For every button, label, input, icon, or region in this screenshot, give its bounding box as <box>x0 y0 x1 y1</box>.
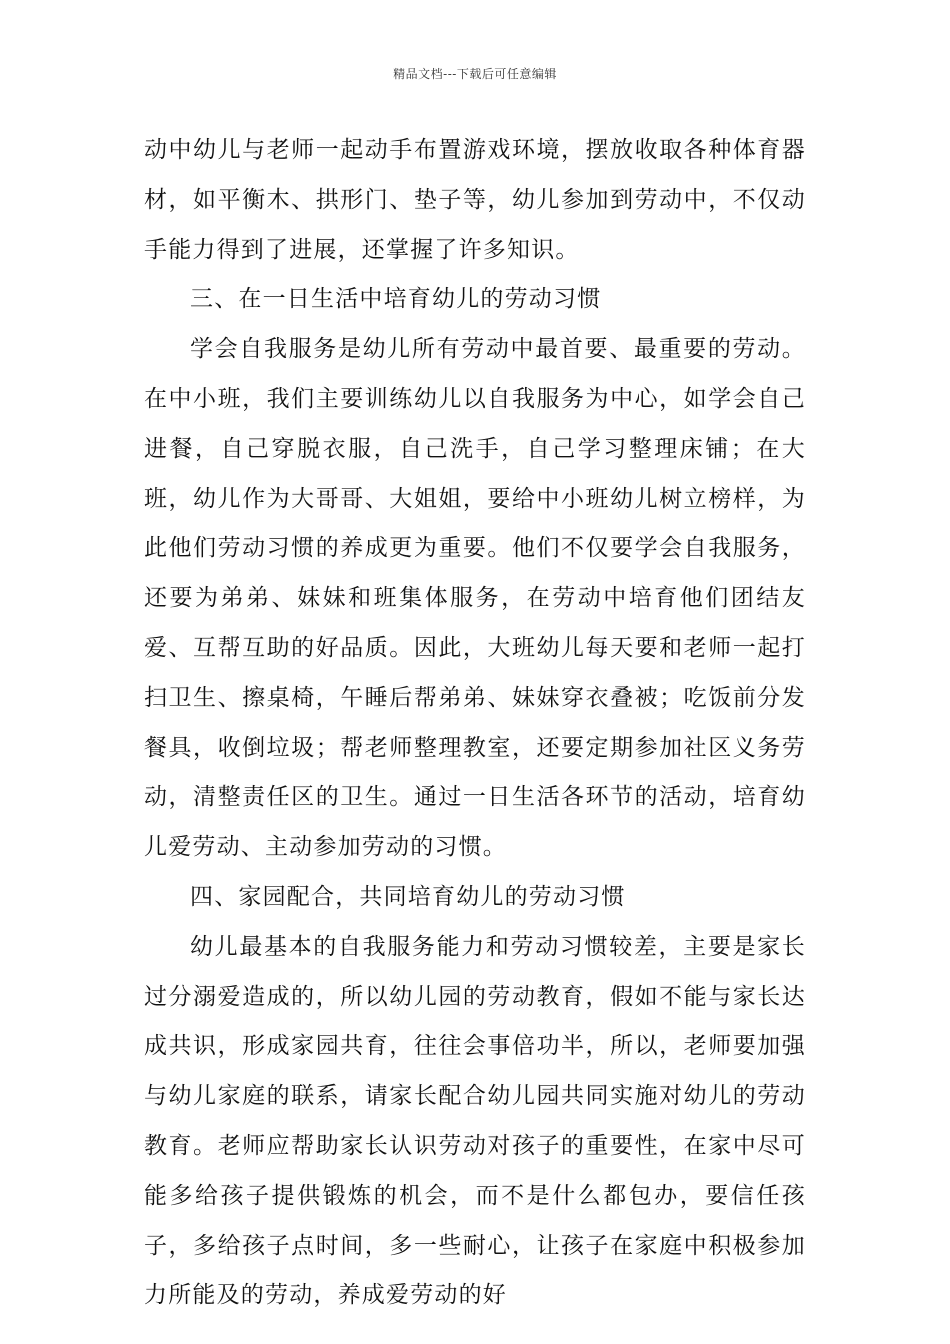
section-heading-three: 三、在一日生活中培育幼儿的劳动习惯 <box>190 286 602 313</box>
paragraph-self-service: 学会自我服务是幼儿所有劳动中最首要、最重要的劳动。在中小班，我们主要训练幼儿以自我服务为中心，如学会自己进餐，自己穿脱衣服，自己洗手，自己学习整理床铺；在大班，幼儿作为大哥哥、大姐姐，要给中小班幼儿树立榜样，为此他们劳动习惯的养成更为重要。他们不仅要学会自我服务，还要为弟弟、妹妹和班集体服务，在劳动中培育他们团结友爱、互帮互助的好品质。因此，大班幼儿每天要和老师一起打扫卫生、擦桌椅，午睡后帮弟弟、妹妹穿衣叠被；吃饭前分发餐具，收倒垃圾；帮老师整理教室，还要定期参加社区义务劳动，清整责任区的卫生。通过一日生活各环节的活动，培育幼儿爱劳动、主动参加劳动的习惯。 <box>144 336 806 861</box>
document-body <box>144 126 806 1321</box>
section-heading-four: 四、家园配合，共同培育幼儿的劳动习惯 <box>190 883 626 910</box>
page-header: 精品文档---下载后可任意编辑 <box>393 67 557 81</box>
paragraph-continuation: 动中幼儿与老师一起动手布置游戏环境，摆放收取各种体育器材，如平衡木、拱形门、垫子等，幼儿参加到劳动中，不仅动手能力得到了进展，还掌握了许多知识。 <box>144 137 806 263</box>
paragraph-home-school: 幼儿最基本的自我服务能力和劳动习惯较差，主要是家长过分溺爱造成的，所以幼儿园的劳动教育，假如不能与家长达成共识，形成家园共育，往往会事倍功半，所以，老师要加强与幼儿家庭的联系，请家长配合幼儿园共同实施对幼儿的劳动教育。老师应帮助家长认识劳动对孩子的重要性，在家中尽可能多给孩子提供锻炼的机会，而不是什么都包办，要信任孩子，多给孩子点时间，多一些耐心，让孩子在家庭中积极参加力所能及的劳动，养成爱劳动的好 <box>144 933 806 1309</box>
